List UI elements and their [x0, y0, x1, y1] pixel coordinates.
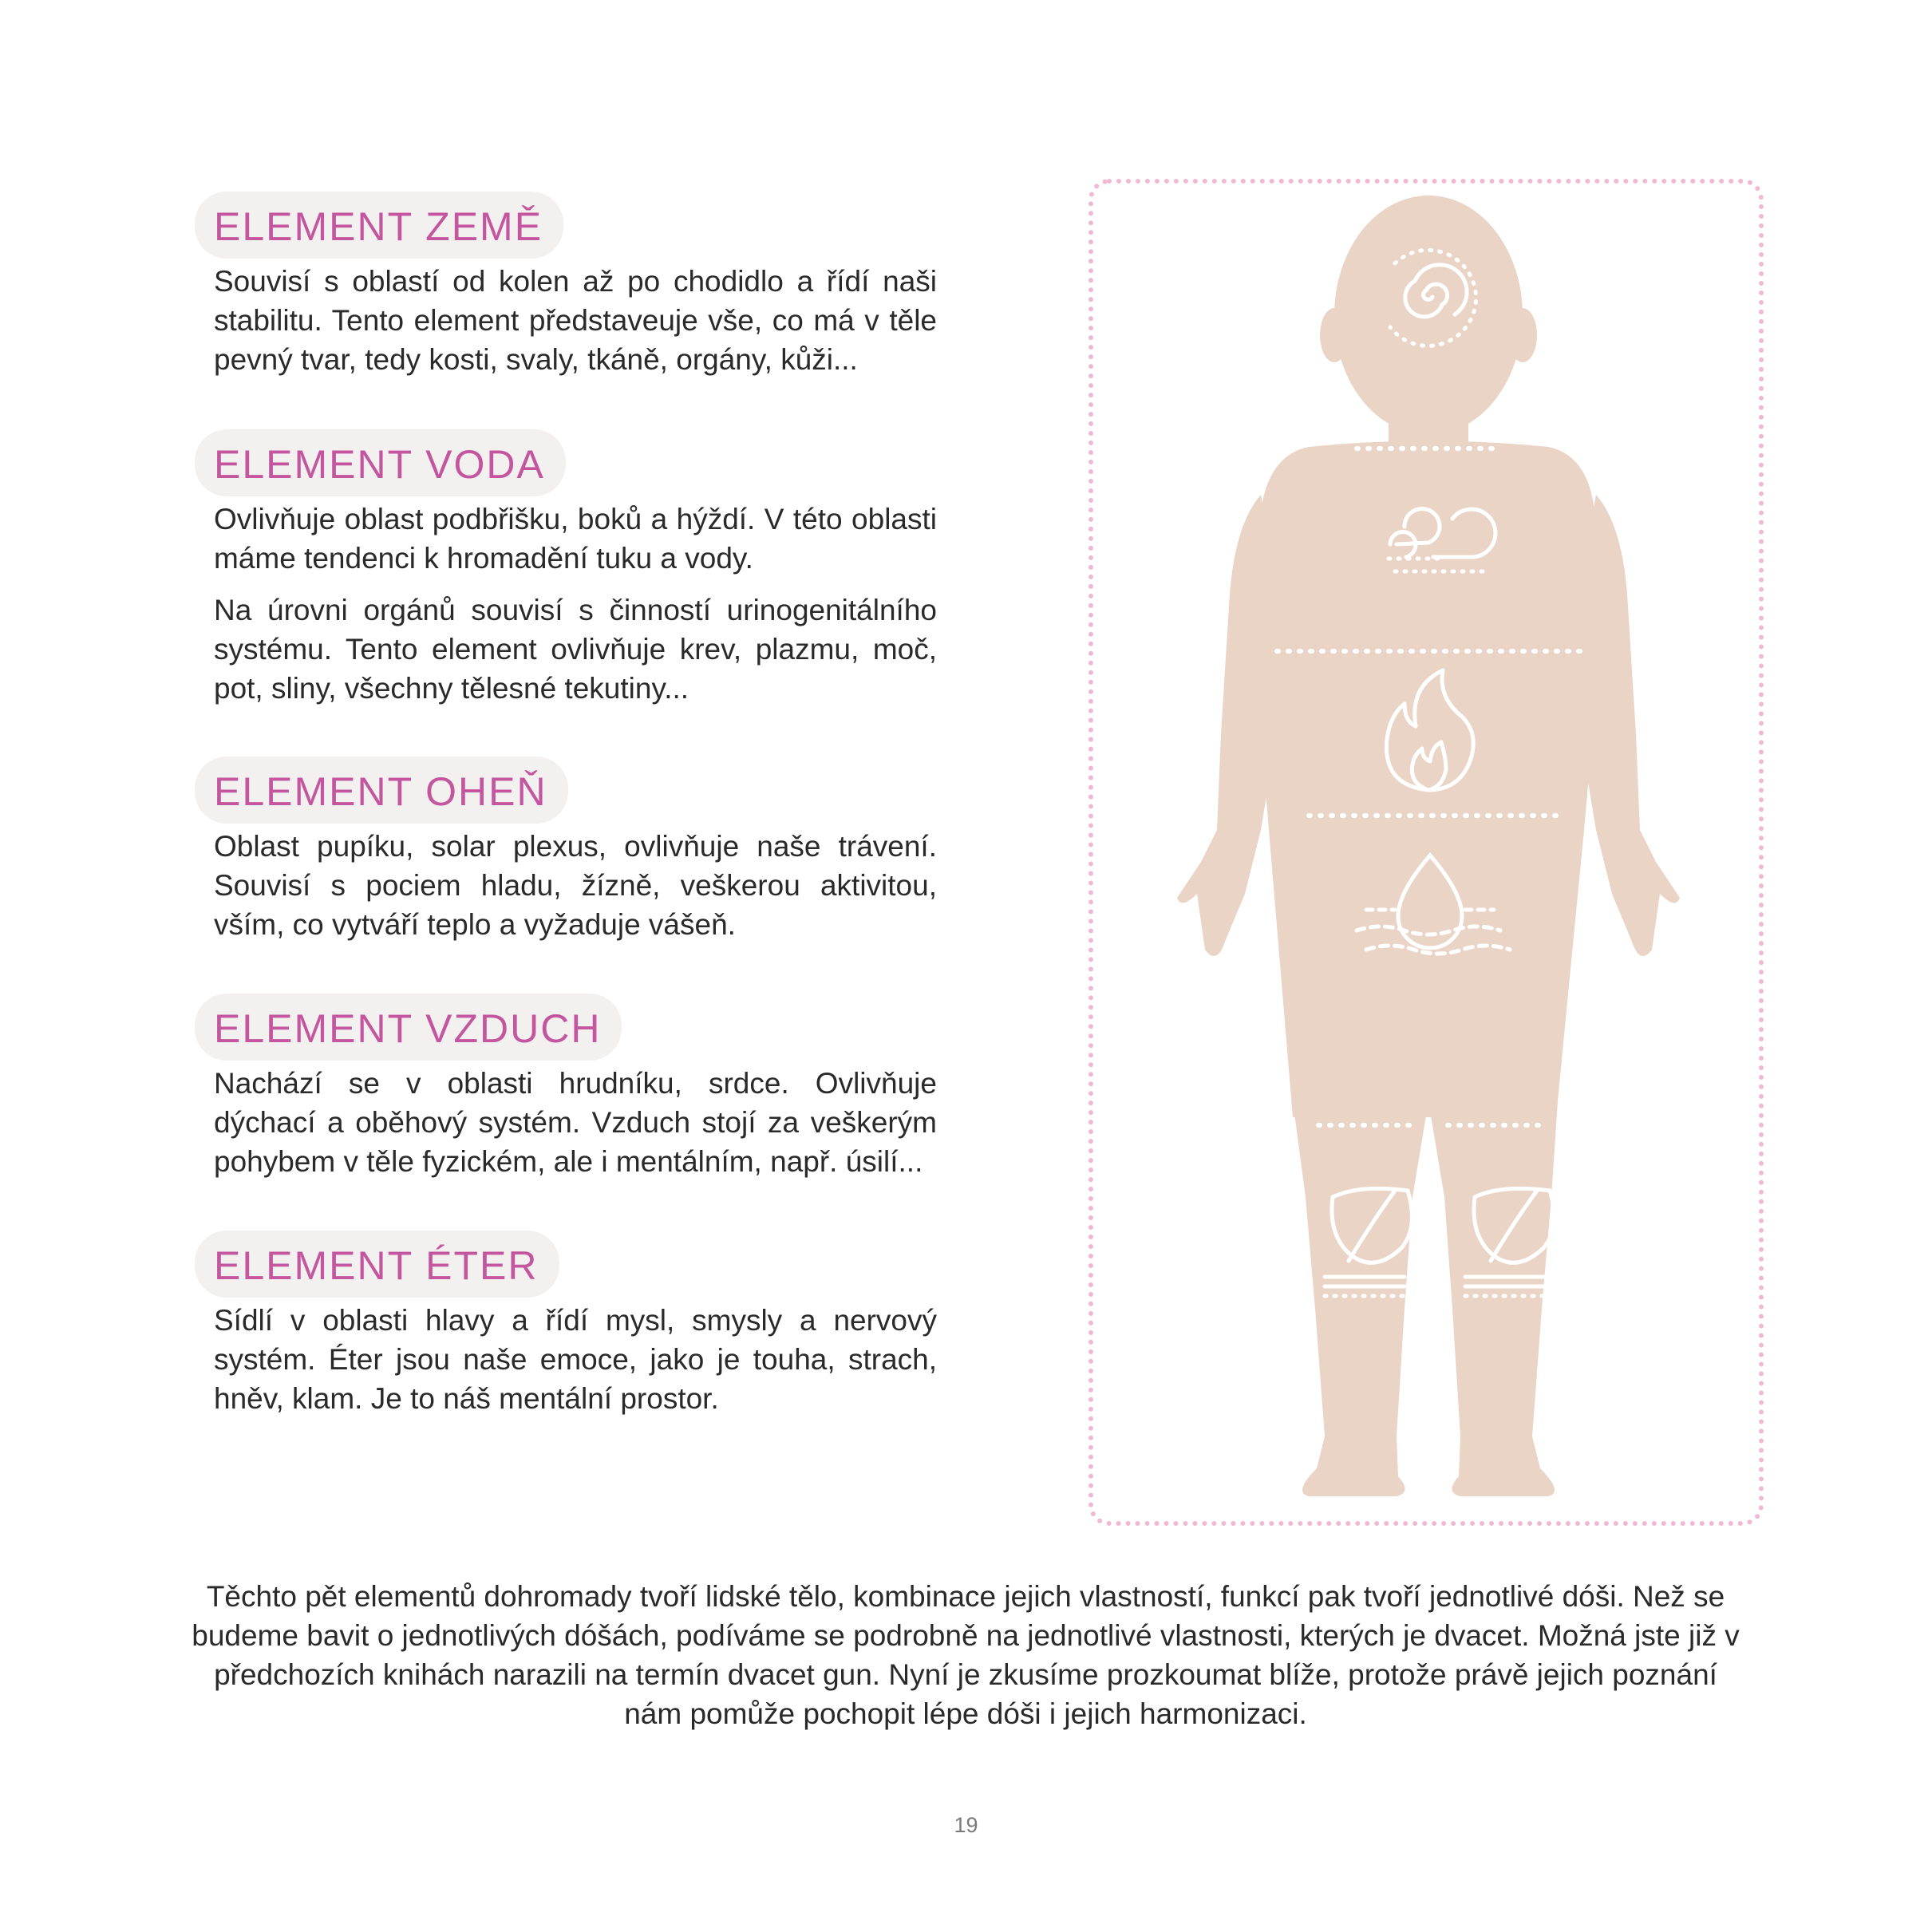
- paragraph-fire: Oblast pupíku, solar plexus, ovlivňuje naše trávení. Souvisí s pociem hladu, žízně, veškerou aktivitou, vším, co vytváří teplo a vyžaduje vášeň.: [214, 830, 937, 941]
- heading-ether: ELEMENT ÉTER: [195, 1231, 559, 1298]
- summary-paragraph: Těchto pět elementů dohromady tvoří lidské tělo, kombinace jejich vlastností, funkcí pak tvoří jednotlivé dóši. Než se budeme bavit o jednotlivých dóšách, podíváme se podrobně na jednotlivé vlastnosti, kterých je dvacet. Možná jste již v předchozích knihách narazili na termín dvacet gun. Nyní je zkusíme prozkoumat blíže, protože právě jejich poznání nám pomůže pochopit lépe dóši i jejich harmonizaci.: [192, 1580, 1740, 1730]
- section-ether: [195, 1231, 937, 1431]
- heading-fire: ELEMENT OHEŇ: [195, 757, 568, 824]
- heading-air: ELEMENT VZDUCH: [195, 994, 622, 1061]
- paragraph-air: Nachází se v oblasti hrudníku, srdce. Ovlivňuje dýchací a oběhový systém. Vzduch stojí za veškerým pohybem v těle fyzickém, ale i mentálním, např. úsilí...: [214, 1067, 937, 1178]
- heading-water: ELEMENT VODA: [195, 429, 566, 496]
- section-earth: [195, 192, 937, 392]
- section-air: [195, 994, 937, 1194]
- section-fire: [195, 757, 937, 957]
- section-water: [195, 429, 937, 721]
- paragraph-earth: Souvisí s oblastí od kolen až po chodidlo a řídí naši stabilitu. Tento element představeuje vše, co má v těle pevný tvar, tedy kosti, svaly, tkáně, orgány, kůži...: [214, 265, 937, 376]
- body-figure-frame: [1088, 179, 1764, 1526]
- page-number: 19: [954, 1813, 978, 1837]
- body-silhouette: [1177, 196, 1680, 1496]
- paragraph-water-1: Ovlivňuje oblast podbřišku, boků a hýždí. V této oblasti máme tendenci k hromadění tuku a vody.: [214, 503, 937, 575]
- paragraph-water-2: Na úrovni orgánů souvisí s činností urinogenitálního systému. Tento element ovlivňuje krev, plazmu, moč, pot, sliny, všechny tělesné tekutiny...: [214, 594, 937, 705]
- paragraph-ether: Sídlí v oblasti hlavy a řídí mysl, smysly a nervový systém. Éter jsou naše emoce, jako je touha, strach, hněv, klam. Je to náš mentální prostor.: [214, 1304, 937, 1415]
- human-body-illustration: [1093, 184, 1759, 1521]
- heading-earth: ELEMENT ZEMĚ: [195, 192, 563, 259]
